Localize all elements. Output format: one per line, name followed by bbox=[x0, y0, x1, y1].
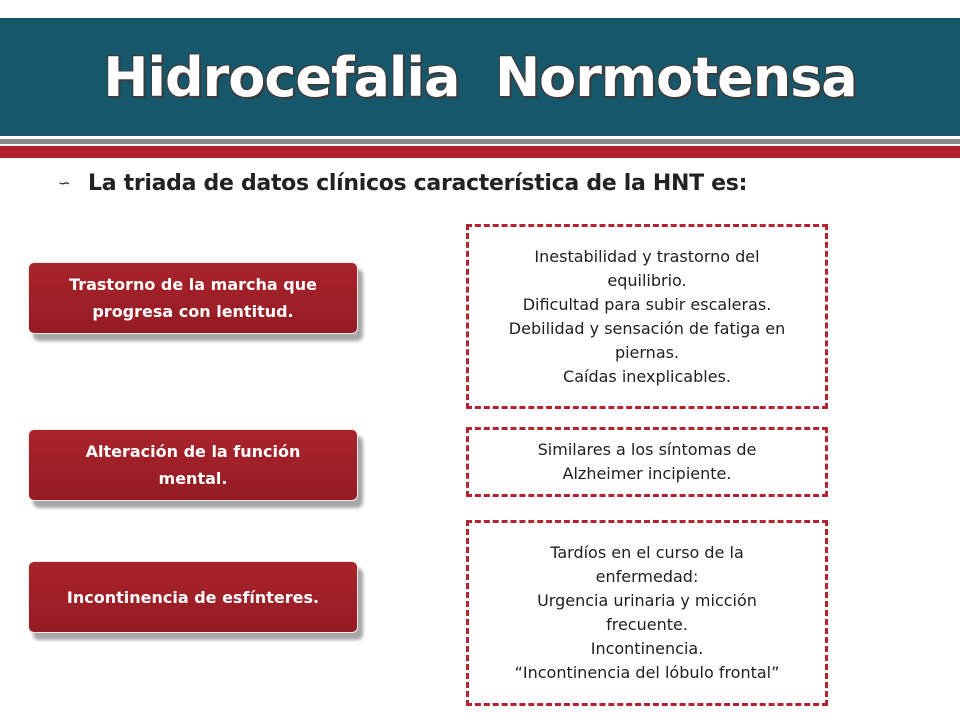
detail-line: Similares a los síntomas de bbox=[537, 440, 757, 459]
title-bar bbox=[0, 18, 960, 136]
title-divider-gray bbox=[0, 139, 960, 144]
detail-line: Alzheimer incipiente. bbox=[562, 464, 732, 483]
symptom-box-gait bbox=[28, 262, 358, 334]
symptom-label-gait: Trastorno de la marcha que progresa con lentitud. bbox=[69, 275, 317, 321]
detail-line: enfermedad: bbox=[595, 567, 699, 586]
symptom-label-mental: Alteración de la función mental. bbox=[85, 442, 301, 488]
detail-line: Debilidad y sensación de fatiga en bbox=[508, 318, 786, 338]
detail-line: piernas. bbox=[614, 342, 680, 362]
intro-bullet bbox=[58, 168, 747, 198]
title-divider-red bbox=[0, 146, 960, 158]
symptom-box-mental bbox=[28, 429, 358, 501]
detail-line: Inestabilidad y trastorno del bbox=[534, 246, 760, 266]
detail-box-gait bbox=[466, 224, 828, 409]
detail-line: Urgencia urinaria y micción bbox=[537, 591, 757, 610]
slide-title: Hidrocefalia Normotensa bbox=[103, 45, 857, 109]
detail-box-mental bbox=[466, 427, 828, 497]
detail-line: Tardíos en el curso de la bbox=[550, 543, 744, 562]
detail-line: equilibrio. bbox=[607, 270, 687, 290]
detail-line: frecuente. bbox=[606, 615, 688, 634]
symptom-label-incontinence: Incontinencia de esfínteres. bbox=[66, 587, 320, 607]
detail-line: Caídas inexplicables. bbox=[563, 366, 731, 386]
detail-line: “Incontinencia del lóbulo frontal” bbox=[514, 663, 780, 682]
detail-line: Dificultad para subir escaleras. bbox=[522, 294, 772, 314]
detail-line: Incontinencia. bbox=[590, 639, 704, 658]
intro-bullet-text: La triada de datos clínicos característica de la HNT es: bbox=[88, 170, 748, 196]
detail-box-incontinence bbox=[466, 520, 828, 706]
symptom-box-incontinence bbox=[28, 561, 358, 633]
curl-bullet-icon: ∽ bbox=[58, 174, 71, 192]
